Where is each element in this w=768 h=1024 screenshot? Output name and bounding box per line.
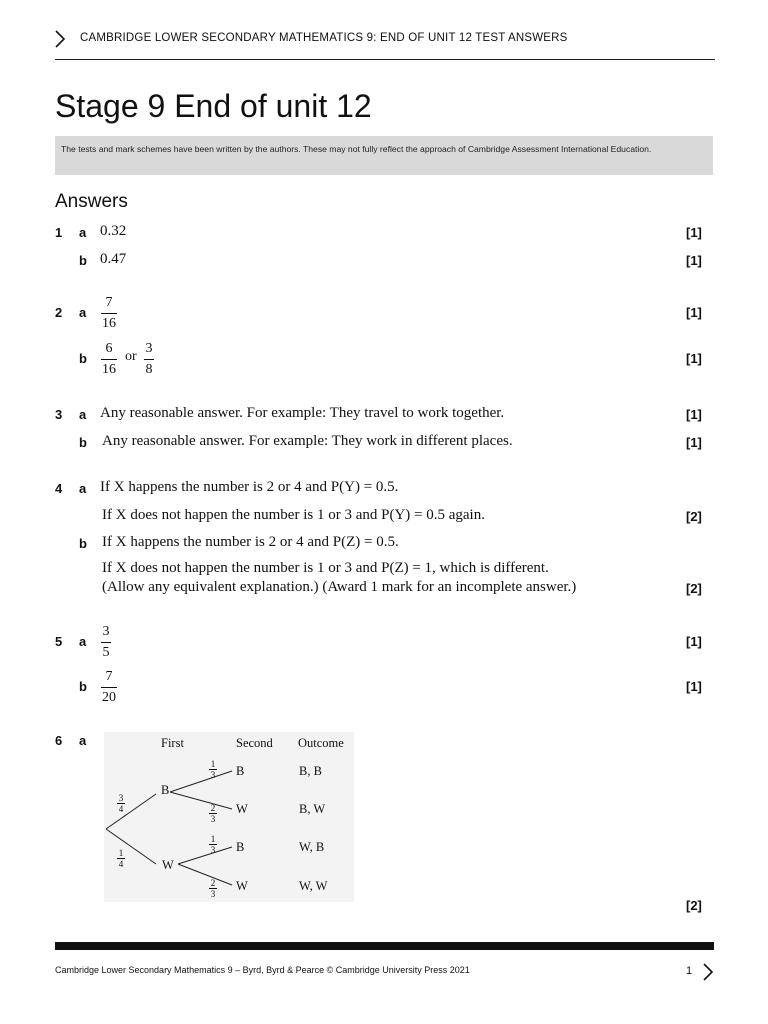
part-label: a	[79, 305, 87, 320]
answer-text: (Allow any equivalent explanation.) (Award 1 mark for an incomplete answer.)	[102, 579, 577, 595]
answer-text: 0.47	[100, 251, 127, 267]
probability-fraction: 2 3	[210, 878, 216, 899]
tree-outcome: W, B	[299, 840, 325, 854]
fraction-numerator: 3	[102, 624, 110, 639]
disclaimer-box: The tests and mark schemes have been written by the authors. These may not fully reflect the approach of Cambridge Assessment International Education.	[55, 136, 713, 175]
fraction-numerator: 7	[105, 295, 113, 310]
question-number: 5	[55, 634, 63, 649]
part-label: a	[79, 225, 87, 240]
header-title: CAMBRIDGE LOWER SECONDARY MATHEMATICS 9: END OF UNIT 12 TEST ANSWERS	[80, 32, 568, 44]
question-number: 1	[55, 225, 63, 240]
part-label: a	[79, 733, 87, 748]
branch-line	[178, 847, 232, 864]
answer-text: If X happens the number is 2 or 4 and P(Y) = 0.5.	[100, 479, 399, 495]
footer-text: Cambridge Lower Secondary Mathematics 9 – Byrd, Byrd & Pearce © Cambridge University Press 2021	[55, 965, 470, 975]
tree-heading-first: First	[161, 736, 184, 750]
question-number: 3	[55, 407, 63, 422]
answer-text: Any reasonable answer. For example: They travel to work together.	[100, 405, 505, 421]
marks-label: [1]	[686, 679, 702, 694]
probability-fraction: 1 3	[210, 834, 216, 855]
marks-label: [1]	[686, 435, 702, 450]
tree-node-b: B	[161, 783, 170, 797]
branch-line	[106, 829, 156, 864]
part-label: a	[79, 634, 87, 649]
probability-fraction: 3 4	[118, 793, 124, 814]
page-title: Stage 9 End of unit 12	[55, 88, 372, 124]
tree-node-b: B	[236, 764, 245, 778]
chevron-right-icon[interactable]	[702, 963, 714, 981]
page-number: 1	[686, 965, 693, 977]
part-label: a	[79, 407, 87, 422]
marks-label: [2]	[686, 581, 702, 596]
question-number: 2	[55, 305, 63, 320]
fraction-numerator: 7	[105, 669, 113, 684]
tree-outcome: W, W	[299, 879, 328, 893]
marks-label: [1]	[686, 634, 702, 649]
fraction-numerator: 3	[145, 341, 153, 356]
tree-node-w: W	[162, 858, 174, 872]
answer-text: Any reasonable answer. For example: They work in different places.	[102, 433, 513, 449]
marks-label: [1]	[686, 407, 702, 422]
answer-text: 0.32	[100, 223, 127, 239]
marks-label: [1]	[686, 225, 702, 240]
part-label: a	[79, 481, 87, 496]
fraction-denominator: 5	[102, 645, 110, 660]
part-label: b	[79, 253, 87, 268]
answer-text: If X does not happen the number is 1 or 3 and P(Z) = 1, which is different.	[102, 560, 549, 576]
branch-line	[106, 794, 156, 829]
fraction-denominator: 16	[102, 362, 116, 377]
part-label: b	[79, 351, 87, 366]
section-title: Answers	[55, 191, 128, 212]
branch-line	[170, 792, 232, 809]
part-label: b	[79, 679, 87, 694]
marks-label: [1]	[686, 253, 702, 268]
tree-node-w: W	[236, 802, 248, 816]
marks-label: [1]	[686, 351, 702, 366]
question-number: 6	[55, 733, 63, 748]
probability-fraction: 1 4	[118, 848, 124, 869]
part-label: b	[79, 536, 87, 551]
part-label: b	[79, 435, 87, 450]
fraction-denominator: 20	[102, 690, 116, 705]
tree-heading-outcome: Outcome	[298, 736, 344, 750]
branch-line	[178, 864, 232, 885]
probability-fraction: 2 3	[210, 803, 216, 824]
marks-label: [2]	[686, 898, 702, 913]
or-text: or	[125, 349, 137, 364]
fraction-denominator: 16	[102, 316, 116, 331]
answer-text: If X does not happen the number is 1 or 3 and P(Y) = 0.5 again.	[102, 507, 485, 523]
answer-text: If X happens the number is 2 or 4 and P(Z) = 0.5.	[102, 534, 399, 550]
tree-node-w: W	[236, 879, 248, 893]
branch-line	[170, 771, 232, 792]
tree-node-b: B	[236, 840, 245, 854]
tree-outcome: B, B	[299, 764, 322, 778]
tree-outcome: B, W	[299, 802, 326, 816]
fraction-numerator: 6	[105, 341, 113, 356]
question-number: 4	[55, 481, 63, 496]
probability-fraction: 1 3	[210, 759, 216, 780]
fraction-denominator: 8	[145, 362, 153, 377]
tree-heading-second: Second	[236, 736, 273, 750]
marks-label: [2]	[686, 509, 702, 524]
marks-label: [1]	[686, 305, 702, 320]
footer-rule	[55, 942, 714, 950]
